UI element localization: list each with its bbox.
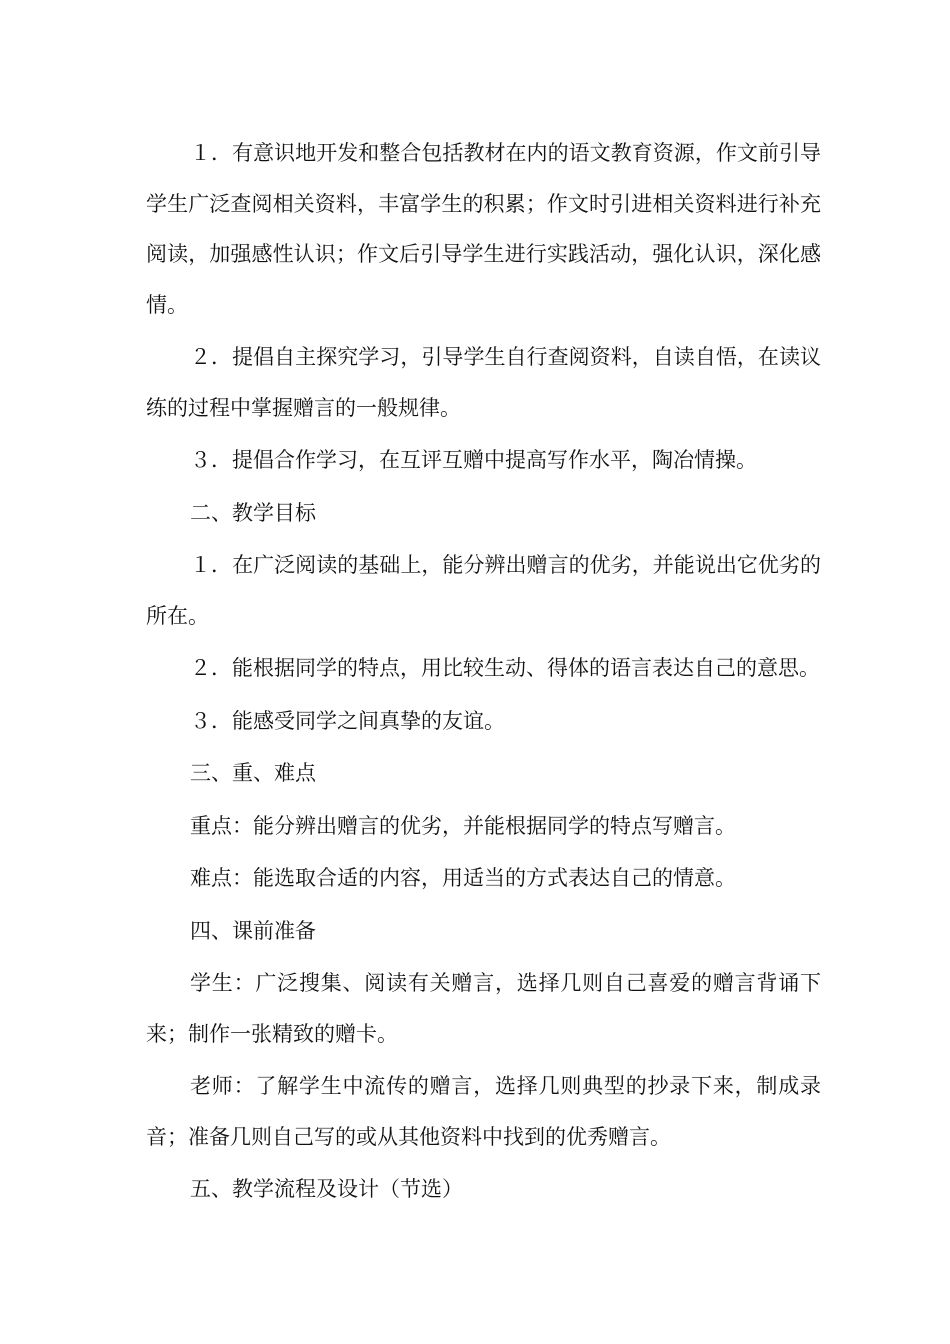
heading-teaching-goals: 二、教学目标 [190, 500, 316, 525]
heading-key-difficult-points: 三、重、难点 [190, 761, 316, 785]
paragraph-goal-3: ３．能感受同学之间真挚的友谊。 [190, 708, 505, 733]
paragraph-independent-inquiry: ２．提倡自主探究学习，引导学生自行查阅资料，自读自悟，在读议练的过程中掌握赠言的一般规律。 [146, 345, 821, 420]
paragraph-teacher-preparation: 老师：了解学生中流传的赠言，选择几则典型的抄录下来，制成录音；准备几则自己写的或从其他资料中找到的优秀赠言。 [146, 1074, 821, 1149]
paragraph-goal-1: １．在广泛阅读的基础上，能分辨出赠言的优劣，并能说出它优劣的所在。 [146, 553, 821, 628]
document-body [146, 128, 821, 1217]
paragraph-goal-2: ２．能根据同学的特点，用比较生动、得体的语言表达自己的意思。 [190, 656, 820, 680]
heading-preparation: 四、课前准备 [190, 918, 316, 943]
paragraph-cooperative-learning: ３．提倡合作学习，在互评互赠中提高写作水平，陶冶情操。 [190, 448, 757, 472]
paragraph-difficult-point: 难点：能选取合适的内容，用适当的方式表达自己的情意。 [190, 866, 736, 890]
heading-teaching-process: 五、教学流程及设计（节选） [190, 1177, 463, 1201]
paragraph-key-point: 重点：能分辨出赠言的优劣，并能根据同学的特点写赠言。 [190, 813, 736, 838]
paragraph-resource-integration: １．有意识地开发和整合包括教材在内的语文教育资源，作文前引导学生广泛查阅相关资料，丰富学生的积累；作文时引进相关资料进行补充阅读，加强感性认识；作文后引导学生进行实践活动，强化认识，深化感情。 [146, 141, 821, 317]
paragraph-student-preparation: 学生：广泛搜集、阅读有关赠言，选择几则自己喜爱的赠言背诵下来；制作一张精致的赠卡。 [146, 971, 821, 1046]
